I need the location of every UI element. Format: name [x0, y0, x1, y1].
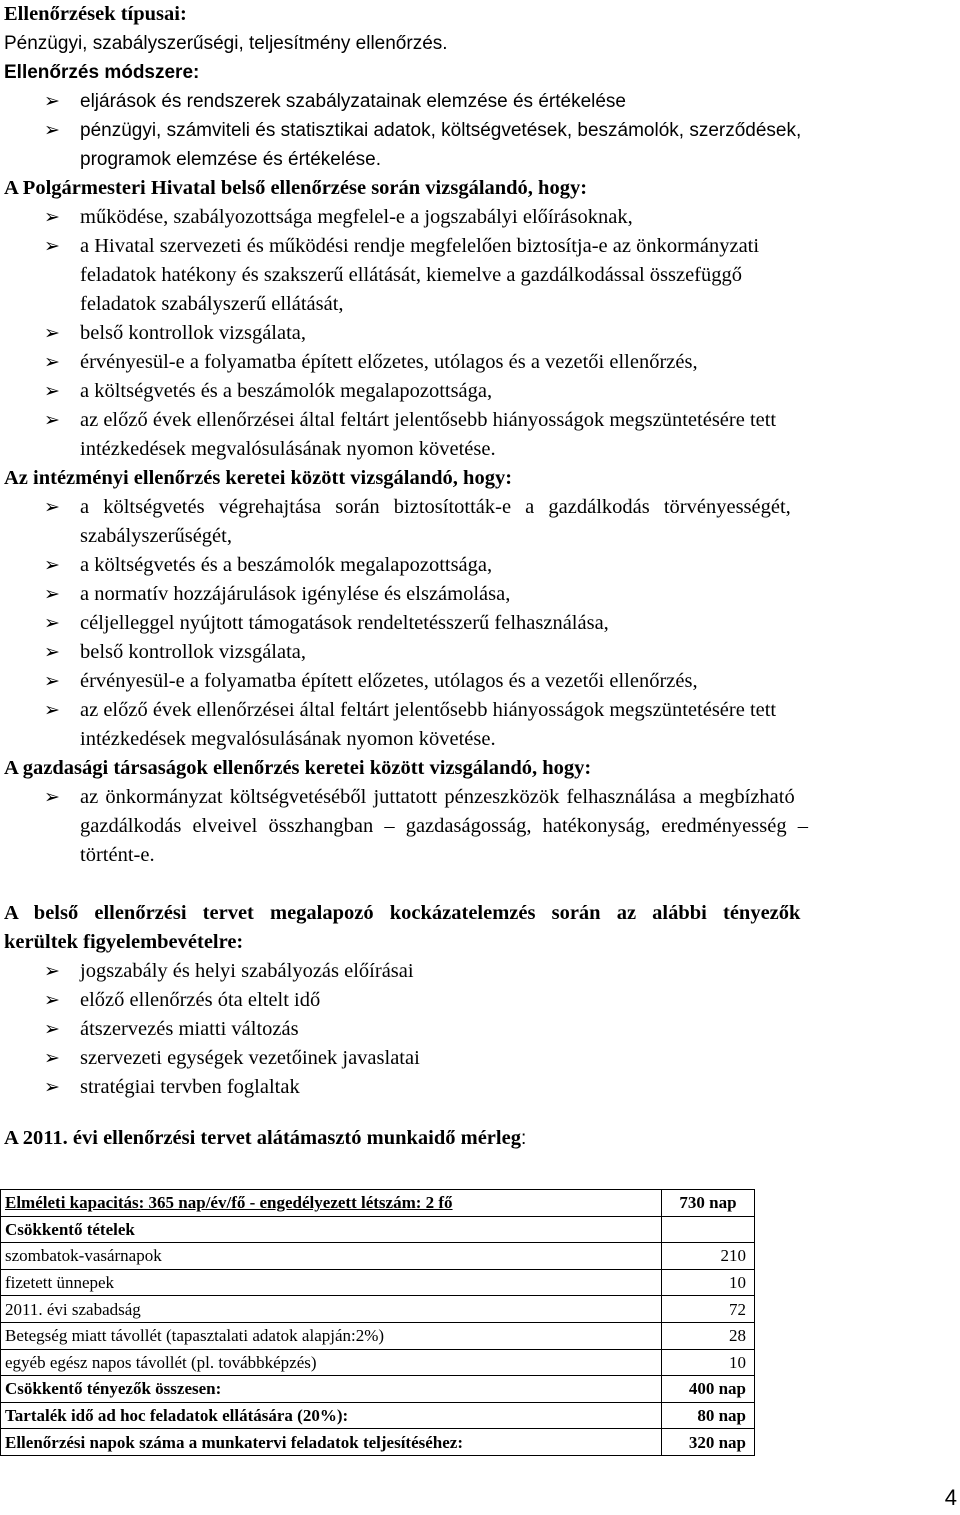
arrow-bullet-icon: ➢ — [44, 90, 60, 112]
list-item: ➢ előző ellenőrzés óta eltelt idő — [4, 986, 956, 1015]
list-item-continuation: történt-e. — [80, 844, 155, 866]
section-heading-risk-line2: kerültek figyelembevételre: — [4, 931, 244, 953]
row-value: 10 — [662, 1269, 755, 1296]
arrow-bullet-icon: ➢ — [44, 786, 60, 808]
list-item: ➢ a normatív hozzájárulások igénylése és elszámolása, — [4, 580, 956, 609]
arrow-bullet-icon: ➢ — [44, 351, 60, 373]
table-row — [1, 1349, 755, 1376]
arrow-bullet-icon: ➢ — [44, 699, 60, 721]
section-heading-mayor-office: A Polgármesteri Hivatal belső ellenőrzése során vizsgálandó, hogy: — [4, 177, 588, 199]
table-row — [1, 1190, 755, 1217]
row-label: egyéb egész napos távollét (pl. továbbképzés) — [1, 1349, 662, 1376]
row-label: Tartalék idő ad hoc feladatok ellátására (20%): — [1, 1402, 662, 1429]
row-label: Csökkentő tételek — [1, 1216, 662, 1243]
row-value: 730 nap — [662, 1190, 755, 1217]
section-heading-institutional: Az intézményi ellenőrzés keretei között vizsgálandó, hogy: — [4, 467, 513, 489]
list-item: ➢ működése, szabályozottsága megfelel-e a jogszabályi előírásoknak, — [4, 203, 956, 232]
table-row — [1, 1322, 755, 1349]
list-item: ➢ az előző évek ellenőrzései által feltárt jelentősebb hiányosságok megszüntetésére tett — [4, 696, 956, 725]
row-value: 80 nap — [662, 1402, 755, 1429]
list-item: ➢ eljárások és rendszerek szabályzatainak elemzése és értékelése — [4, 87, 956, 116]
arrow-bullet-icon: ➢ — [44, 1076, 60, 1098]
arrow-bullet-icon: ➢ — [44, 409, 60, 431]
list-item: ➢ belső kontrollok vizsgálata, — [4, 319, 956, 348]
arrow-bullet-icon: ➢ — [44, 554, 60, 576]
row-value: 72 — [662, 1296, 755, 1323]
list-item-continuation: intézkedések megvalósulásának nyomon követése. — [80, 728, 496, 750]
arrow-bullet-icon: ➢ — [44, 322, 60, 344]
section-heading-companies: A gazdasági társaságok ellenőrzés keretei között vizsgálandó, hogy: — [4, 757, 592, 779]
row-value: 400 nap — [662, 1376, 755, 1403]
row-value: 10 — [662, 1349, 755, 1376]
list-item: ➢ pénzügyi, számviteli és statisztikai adatok, költségvetések, beszámolók, szerződések, — [4, 116, 956, 145]
arrow-bullet-icon: ➢ — [44, 119, 60, 141]
list-item: ➢ a Hivatal szervezeti és működési rendje megfelelően biztosítja-e az önkormányzati — [4, 232, 956, 261]
row-label: fizetett ünnepek — [1, 1269, 662, 1296]
arrow-bullet-icon: ➢ — [44, 612, 60, 634]
table-row — [1, 1376, 755, 1403]
section-heading-types: Ellenőrzések típusai: — [4, 3, 187, 25]
list-item-continuation: szabályszerűségét, — [80, 525, 232, 547]
section-heading-workload — [4, 1124, 956, 1153]
list-item: ➢ érvényesül-e a folyamatba épített előzetes, utólagos és a vezetői ellenőrzés, — [4, 348, 956, 377]
table-row — [1, 1216, 755, 1243]
workload-balance-table — [0, 1189, 755, 1456]
arrow-bullet-icon: ➢ — [44, 380, 60, 402]
row-label: szombatok-vasárnapok — [1, 1243, 662, 1270]
arrow-bullet-icon: ➢ — [44, 583, 60, 605]
section-heading-risk-line1: A belső ellenőrzési tervet megalapozó kockázatelemzés során az alábbi tényezők — [4, 902, 801, 924]
list-item: ➢ stratégiai tervben foglaltak — [4, 1073, 956, 1102]
arrow-bullet-icon: ➢ — [44, 641, 60, 663]
arrow-bullet-icon: ➢ — [44, 670, 60, 692]
list-item-continuation: intézkedések megvalósulásának nyomon követése. — [80, 438, 496, 460]
row-label: Csökkentő tényezők összesen: — [1, 1376, 662, 1403]
list-item: ➢ az előző évek ellenőrzései által feltárt jelentősebb hiányosságok megszüntetésére tett — [4, 406, 956, 435]
list-item: ➢ a költségvetés és a beszámolók megalapozottsága, — [4, 377, 956, 406]
list-item-continuation: gazdálkodás elveivel összhangban – gazdaságosság, hatékonyság, eredményesség – — [80, 815, 808, 837]
row-value: 320 nap — [662, 1429, 755, 1456]
table-row — [1, 1296, 755, 1323]
arrow-bullet-icon: ➢ — [44, 1018, 60, 1040]
table-row — [1, 1429, 755, 1456]
section-heading-method: Ellenőrzés módszere: — [4, 62, 200, 83]
list-item: ➢ szervezeti egységek vezetőinek javaslatai — [4, 1044, 956, 1073]
document-page — [4, 0, 956, 1153]
page-number: 4 — [944, 1485, 957, 1510]
table-row — [1, 1243, 755, 1270]
arrow-bullet-icon: ➢ — [44, 960, 60, 982]
row-label: 2011. évi szabadság — [1, 1296, 662, 1323]
arrow-bullet-icon: ➢ — [44, 206, 60, 228]
arrow-bullet-icon: ➢ — [44, 1047, 60, 1069]
list-item: ➢ átszervezés miatti változás — [4, 1015, 956, 1044]
list-item-continuation: programok elemzése és értékelése. — [80, 149, 381, 170]
arrow-bullet-icon: ➢ — [44, 989, 60, 1011]
table-row — [1, 1402, 755, 1429]
workload-heading-text: A 2011. évi ellenőrzési tervet alátámasztó munkaidő mérleg — [4, 1127, 521, 1149]
workload-heading-colon: : — [520, 1128, 527, 1149]
row-value: 210 — [662, 1243, 755, 1270]
list-item: ➢ az önkormányzat költségvetéséből juttatott pénzeszközök felhasználása a megbízható — [4, 783, 956, 812]
list-item: ➢ céljelleggel nyújtott támogatások rendeltetésszerű felhasználása, — [4, 609, 956, 638]
types-text: Pénzügyi, szabályszerűségi, teljesítmény ellenőrzés. — [4, 33, 448, 54]
list-item: ➢ érvényesül-e a folyamatba épített előzetes, utólagos és a vezetői ellenőrzés, — [4, 667, 956, 696]
list-item-continuation: feladatok szabályszerű ellátását, — [80, 293, 344, 315]
arrow-bullet-icon: ➢ — [44, 235, 60, 257]
row-label: Ellenőrzési napok száma a munkatervi feladatok teljesítéséhez: — [1, 1429, 662, 1456]
list-item: ➢ a költségvetés végrehajtása során biztosították-e a gazdálkodás törvényességét, — [4, 493, 956, 522]
arrow-bullet-icon: ➢ — [44, 496, 60, 518]
table-row — [1, 1269, 755, 1296]
row-value — [662, 1216, 755, 1243]
row-value: 28 — [662, 1322, 755, 1349]
row-label: Betegség miatt távollét (tapasztalati adatok alapján:2%) — [1, 1322, 662, 1349]
list-item: ➢ jogszabály és helyi szabályozás előírásai — [4, 957, 956, 986]
list-item: ➢ a költségvetés és a beszámolók megalapozottsága, — [4, 551, 956, 580]
list-item: ➢ belső kontrollok vizsgálata, — [4, 638, 956, 667]
row-label: Elméleti kapacitás: 365 nap/év/fő - engedélyezett létszám: 2 fő — [1, 1190, 662, 1217]
list-item-continuation: feladatok hatékony és szakszerű ellátását, kiemelve a gazdálkodással összefüggő — [80, 264, 742, 286]
